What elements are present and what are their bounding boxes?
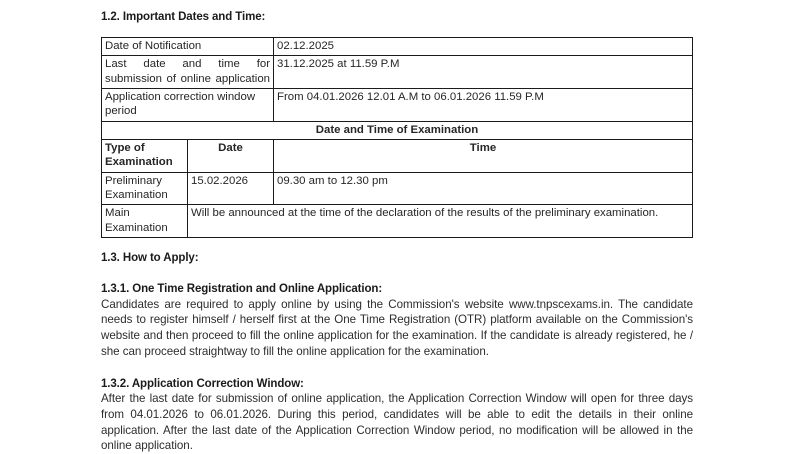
cell-exam-type: Main Examination	[102, 205, 188, 238]
cell-label: Date of Notification	[102, 37, 274, 55]
section-heading-how-to-apply: 1.3. How to Apply:	[101, 252, 199, 265]
table-row	[102, 37, 693, 55]
column-header-date: Date	[188, 139, 274, 172]
document-content	[101, 0, 693, 454]
cell-exam-type: Preliminary Examination	[102, 172, 188, 205]
table-row	[102, 172, 693, 205]
cell-label: Application correction window period	[102, 88, 274, 121]
exam-table-merged-header: Date and Time of Examination	[102, 121, 693, 139]
column-header-time: Time	[274, 139, 693, 172]
section-heading-one-time-registration: 1.3.1. One Time Registration and Online Application:	[101, 282, 383, 295]
table-row	[102, 88, 693, 121]
table-header-row	[102, 139, 693, 172]
important-dates-table	[101, 37, 693, 238]
cell-value: 02.12.2025	[274, 37, 693, 55]
section-heading-application-correction-window: 1.3.2. Application Correction Window:	[101, 377, 304, 390]
cell-exam-announcement: Will be announced at the time of the declaration of the results of the preliminary examination.	[188, 205, 693, 238]
cell-value: From 04.01.2026 12.01 A.M to 06.01.2026 11.59 P.M	[274, 88, 693, 121]
paragraph-application-correction-window: After the last date for submission of online application, the Application Correction Window will open for three days from 04.01.2026 to 06.01.2026. During this period, candidates will be able to edit the details in their online application. After the last date of the Application Correction Window period, no modification will be allowed in the online application.	[101, 392, 693, 453]
cell-label: Last date and time for submission of online application	[102, 56, 274, 89]
cell-exam-date: 15.02.2026	[188, 172, 274, 205]
table-row-merged-header	[102, 121, 693, 139]
column-header-type: Type of Examination	[102, 139, 188, 172]
table-row	[102, 56, 693, 89]
table-row	[102, 205, 693, 238]
section-heading-important-dates: 1.2. Important Dates and Time:	[101, 11, 266, 23]
cell-value: 31.12.2025 at 11.59 P.M	[274, 56, 693, 89]
paragraph-one-time-registration: Candidates are required to apply online by using the Commission's website www.tnpscexams.in. The candidate needs to register himself / herself first at the One Time Registration (OTR) platform available on the Commission's website and then proceed to fill the online application for the examination. If the candidate is already registered, he / she can proceed straightway to fill the online application for the examination.	[101, 297, 693, 358]
cell-exam-time: 09.30 am to 12.30 pm	[274, 172, 693, 205]
